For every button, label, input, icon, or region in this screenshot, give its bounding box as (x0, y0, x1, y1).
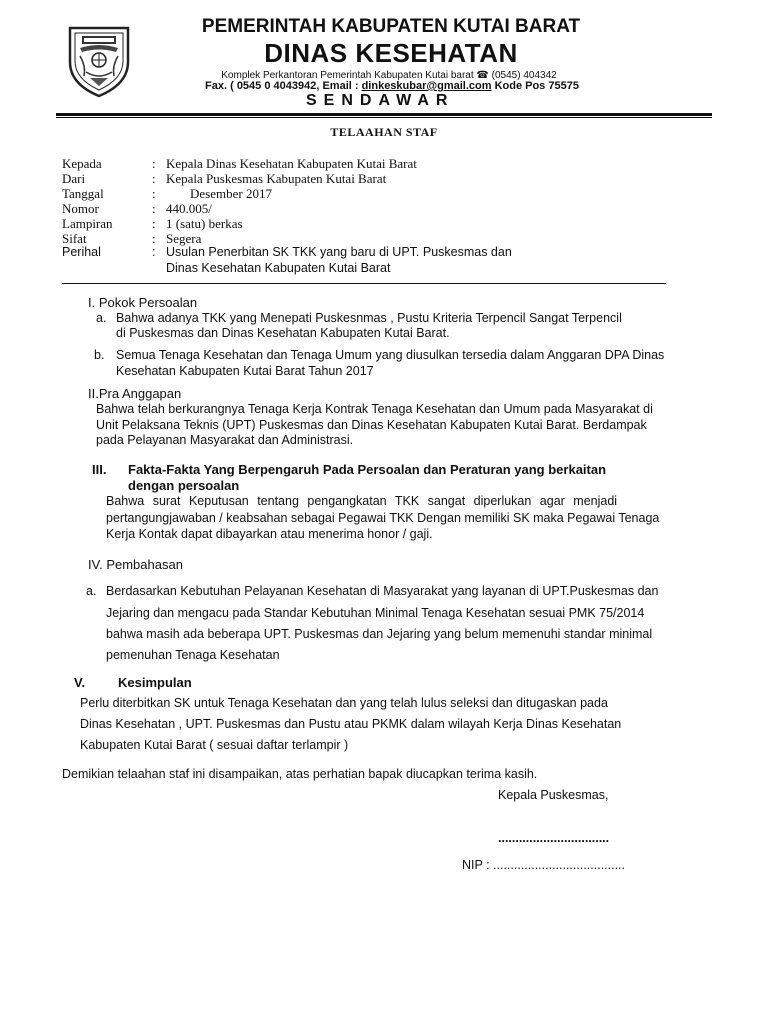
section-3-heading-line1: Fakta-Fakta Yang Berpengaruh Pada Persoalan dan Peraturan yang berkaitan (128, 462, 607, 477)
contact-line (172, 80, 612, 92)
section-1-a-line2: di Puskesmas dan Dinas Kesehatan Kabupaten Kutai Barat. (116, 326, 450, 340)
header-rule-thick (56, 113, 712, 116)
section-1-a-line1: Bahwa adanya TKK yang Menepati Puskesnmas , Pustu Kriteria Terpencil Sangat Terpencil (116, 311, 622, 325)
agency-name: DINAS KESEHATAN (264, 38, 518, 68)
section-2-line2: Unit Pelaksana Teknis (UPT) Puskesmas dan Dinas Kesehatan Kabupaten Kutai Barat. Berdampak (96, 418, 647, 432)
section-5-line2: Dinas Kesehatan , UPT. Puskesmas dan Pustu atau PKMK dalam wilayah Kerja Dinas Kesehatan (80, 717, 622, 731)
section-1-b-line2: Kesehatan Kabupaten Kutai Barat Tahun 2017 (116, 364, 374, 378)
list-marker: a. (86, 584, 97, 598)
meta-colon: : (152, 245, 156, 259)
section-2-line3: pada Pelayanan Masyarakat dan Administrasi. (96, 433, 354, 447)
header-rule-thin (56, 117, 712, 118)
signatory-name-line: ................................ (498, 831, 610, 845)
meta-label-kepada: Kepada (62, 156, 102, 171)
meta-value-nomor: 440.005/ (166, 201, 212, 216)
section-4-line2: Jejaring dan mengacu pada Standar Kebutuhan Minimal Tenaga Kesehatan sesuai PMK 75/2014 (106, 606, 645, 620)
section-4-line3: bahwa masih ada beberapa UPT. Puskesmas dan Jejaring yang belum memenuhi standar minimal (106, 627, 653, 641)
meta-value-lampiran: 1 (satu) berkas (166, 216, 243, 231)
section-1-heading: I. Pokok Persoalan (88, 295, 198, 310)
section-2-line1: Bahwa telah berkurangnya Tenaga Kerja Kontrak Tenaga Kesehatan dan Umum pada Masyarakat di (96, 402, 653, 416)
meta-label-dari: Dari (62, 171, 86, 186)
meta-colon: : (152, 156, 156, 171)
meta-colon: : (152, 201, 156, 216)
fax-text: Fax. ( 0545 0 4043942, Email : (205, 80, 362, 92)
meta-colon: : (152, 171, 156, 186)
section-4-line1: Berdasarkan Kebutuhan Pelayanan Kesehatan di Masyarakat yang layanan di UPT.Puskesmas dan (106, 584, 659, 598)
email-link[interactable]: dinkeskubar@gmail.com (361, 80, 492, 92)
meta-value-sifat: Segera (166, 231, 202, 246)
meta-colon: : (152, 231, 156, 246)
meta-colon: : (152, 186, 156, 201)
meta-label-nomor: Nomor (62, 201, 99, 216)
meta-colon: : (152, 216, 156, 231)
section-2-heading: II.Pra Anggapan (88, 386, 182, 401)
document-title: TELAAHAN STAF (330, 125, 438, 139)
section-4-line4: pemenuhan Tenaga Kesehatan (106, 648, 280, 662)
section-4-heading: IV. Pembahasan (88, 557, 183, 572)
section-5-number: V. (74, 675, 86, 690)
signatory-role: Kepala Puskesmas, (498, 788, 609, 802)
section-3-line2: pertangungjawaban / keabsahan sebagai Pegawai TKK Dengan memiliki SK maka Pegawai Tenaga (106, 511, 660, 525)
meta-label-sifat: Sifat (62, 231, 87, 246)
meta-value-perihal-line2: Dinas Kesehatan Kabupaten Kutai Barat (166, 261, 391, 275)
meta-divider (62, 283, 666, 284)
list-marker: a. (96, 311, 107, 325)
section-3-heading-line2: dengan persoalan (128, 478, 240, 493)
government-name: PEMERINTAH KABUPATEN KUTAI BARAT (201, 16, 581, 37)
section-5-line1: Perlu diterbitkan SK untuk Tenaga Kesehatan dan yang telah lulus seleksi dan ditugaskan pada (80, 696, 608, 710)
meta-value-tanggal: Desember 2017 (190, 186, 272, 201)
section-5-line3: Kabupaten Kutai Barat ( sesuai daftar terlampir ) (80, 738, 349, 752)
meta-value-dari: Kepala Puskesmas Kabupaten Kutai Barat (166, 171, 387, 186)
section-5-heading: Kesimpulan (118, 675, 192, 690)
section-3-line1: Bahwa surat Keputusan tentang pengangkatan TKK sangat diperlukan agar menjadi (106, 494, 618, 508)
meta-label-perihal: Perihal (62, 245, 101, 259)
postal-code-text: Kode Pos 75575 (491, 80, 579, 92)
meta-value-perihal-line1: Usulan Penerbitan SK TKK yang baru di UPT. Puskesmas dan (166, 245, 512, 259)
address-line: Komplek Perkantoran Pemerintah Kabupaten Kutai barat ☎ (0545) 404342 (221, 70, 557, 81)
section-1-b-line1: Semua Tenaga Kesehatan dan Tenaga Umum yang diusulkan tersedia dalam Anggaran DPA Dinas (116, 348, 665, 362)
meta-label-lampiran: Lampiran (62, 216, 113, 231)
list-marker: b. (94, 348, 105, 362)
signatory-nip: NIP : ...................................... (462, 858, 626, 872)
meta-label-tanggal: Tanggal (62, 186, 104, 201)
section-3-number: III. (92, 462, 107, 477)
closing-statement: Demikian telaahan staf ini disampaikan, atas perhatian bapak diucapkan terima kasih. (62, 767, 538, 781)
meta-value-kepada: Kepala Dinas Kesehatan Kabupaten Kutai Barat (166, 156, 417, 171)
section-3-line3: Kerja Kontak dapat dibayarkan atau menerima honor / gaji. (106, 527, 433, 541)
city-name: SENDAWAR (306, 92, 455, 109)
regency-logo (66, 22, 132, 98)
